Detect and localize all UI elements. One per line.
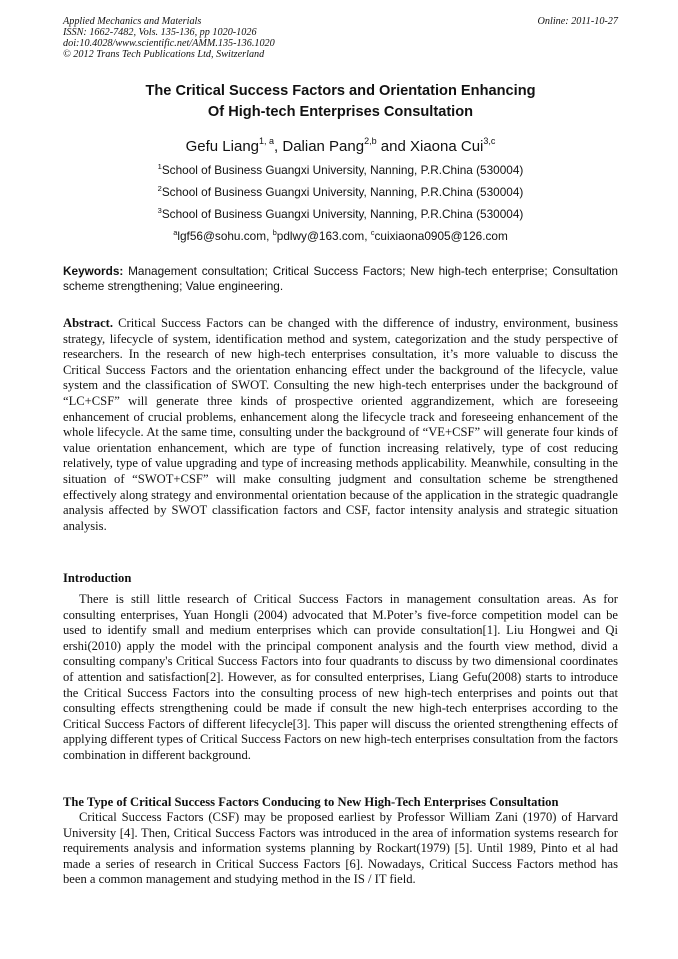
email-separator: ,	[266, 229, 273, 243]
section-2-heading: The Type of Critical Success Factors Conducing to New High-Tech Enterprises Consultation	[63, 795, 559, 809]
email-address[interactable]: pdlwy@163.com	[276, 229, 365, 243]
affiliation-sup: 1	[157, 162, 162, 171]
email-separator: ,	[364, 229, 371, 243]
email-sup: c	[370, 228, 375, 237]
email-line	[63, 229, 618, 243]
author-1-sup: 1, a	[259, 136, 275, 146]
affiliation-3	[63, 207, 618, 221]
journal-name: Applied Mechanics and Materials	[63, 16, 202, 27]
affiliation-2	[63, 185, 618, 199]
author-list	[63, 137, 618, 157]
affiliation-text: School of Business Guangxi University, Nanning, P.R.China (530004)	[161, 163, 524, 177]
abstract	[63, 316, 618, 534]
keywords-label: Keywords:	[63, 264, 124, 278]
online-date: Online: 2011-10-27	[537, 16, 618, 27]
affiliation-sup: 2	[157, 184, 162, 193]
author-separator: ,	[274, 138, 283, 155]
title-line-1: The Critical Success Factors and Orientation Enhancing	[145, 83, 536, 99]
keywords	[63, 264, 618, 294]
affiliation-text: School of Business Guangxi University, Nanning, P.R.China (530004)	[161, 207, 524, 221]
email-address[interactable]: lgf56@sohu.com	[177, 229, 267, 243]
paper-title	[63, 81, 618, 123]
abstract-label: Abstract.	[63, 316, 114, 330]
author-3-sup: 3,c	[483, 136, 496, 146]
author-2-name: Dalian Pang	[282, 138, 365, 155]
affiliation-text: School of Business Guangxi University, Nanning, P.R.China (530004)	[161, 185, 524, 199]
author-3-name: Xiaona Cui	[409, 138, 484, 155]
email-address[interactable]: cuixiaona0905@126.com	[374, 229, 508, 243]
author-2-sup: 2,b	[364, 136, 377, 146]
affiliation-sup: 3	[157, 206, 162, 215]
introduction-heading: Introduction	[63, 571, 132, 585]
keywords-text: Management consultation; Critical Success Factors; New high-tech enterprise; Consultation scheme strengthening; Value engineering.	[63, 264, 618, 293]
author-1-name: Gefu Liang	[185, 138, 259, 155]
title-line-2: Of High-tech Enterprises Consultation	[207, 104, 474, 120]
author-separator: and	[376, 138, 410, 155]
email-sup: a	[173, 228, 178, 237]
issn-line: ISSN: 1662-7482, Vols. 135-136, pp 1020-1026	[63, 27, 257, 38]
journal-header	[63, 16, 618, 60]
introduction-paragraph: There is still little research of Critical Success Factors in management consultation areas. As for consulting enterprises, Yuan Hongli (2004) advocated that M.Poter’s five-force competition model can be used to identify small and medium enterprises which can provide consultation[1]. Liu Hongwei and Qi ershi(2010) apply the model with the principal component analysis and the fourth view method, divid a consulting company's Critical Success Factors into four quadrants to discuss by two dimensional coordinates of attention and satisfaction[2]. However, as for consulted enterprises, Liang Gefu(2008) starts to introduce the Critical Success Factors into the consulting process of new high-tech enterprises and points out that consulting effects strengthening could be made if consult the new high-tech enterprises according to the Critical Success Factors of different lifecycle[3]. This paper will discuss the oriented strengthening effects of applying different types of Critical Success Factors on new high-tech enterprises consultation from the factors combination in different background.	[63, 592, 618, 762]
abstract-text: Critical Success Factors can be changed with the difference of industry, environment, business strategy, lifecycle of system, identification method and system, categorization and the study perspective of researchers. In the research of new high-tech enterprises consultation, it’s more valuable to discuss the Critical Success Factors and the orientation enhancing effect under the background of the lifecycle, value system and the classification of SWOT. Consulting the new high-tech enterprises under the background of “LC+CSF” will generate three kinds of prospective oriented aggrandizement, which are foreseeing enhancement of crucial problems, enhancement along the lifecycle track and foreseeing enhancement of the whole lifecycle. At the same time, consulting under the background of “VE+CSF” will generate four kinds of value orientation enhancement, which are type of function increasing relatively, type of cost reducing relatively, type of value upgrading and type of increasing methods applicability. Meanwhile, consulting in the situation of “SWOT+CSF” will make consulting judgment and consultation scheme be strengthened effectively along strategy and environmental orientation because of the application in the strategic quadrangle analysis affected by SWOT classification factors and CSF, factor intensity analysis and strategic situation analysis.	[63, 316, 618, 533]
doi-line: doi:10.4028/www.scientific.net/AMM.135-136.1020	[63, 38, 275, 49]
section-2-paragraph: Critical Success Factors (CSF) may be proposed earliest by Professor William Zani (1970) of Harvard University [4]. Then, Critical Success Factors was introduced in the area of information systems research for requirements analysis and information systems planning by Rockart(1979) [5]. Until 1989, Pinto et al had made a series of research in Critical Success Factors [6]. Nowadays, Critical Success Factors method has been a common management and studying method in the IS / IT field.	[63, 810, 618, 887]
affiliation-1	[63, 163, 618, 177]
email-sup: b	[272, 228, 277, 237]
copyright-line: © 2012 Trans Tech Publications Ltd, Switzerland	[63, 49, 265, 60]
